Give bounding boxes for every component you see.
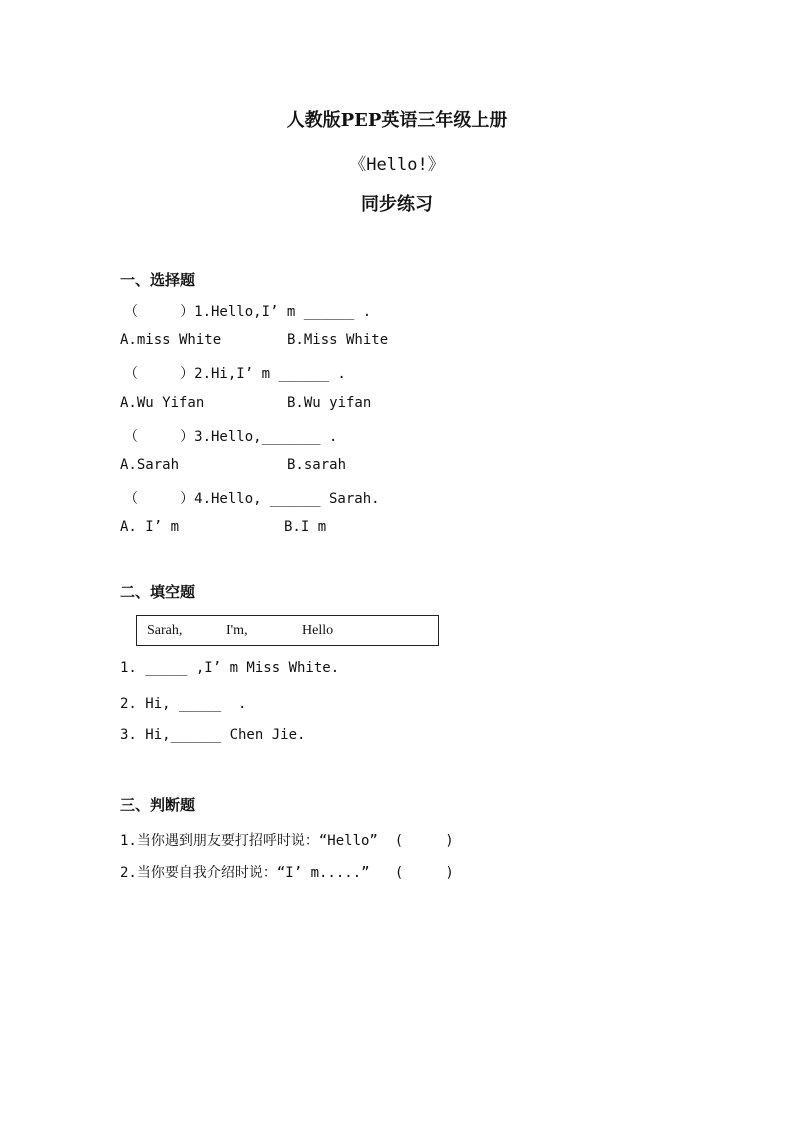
question-1-stem: （ ）1.Hello,I’ m ______ . bbox=[124, 304, 372, 320]
judge-item-1: 1.当你遇到朋友要打招呼时说：“Hello” ( ) bbox=[120, 833, 454, 849]
document-subtitle: 《Hello!》 bbox=[349, 155, 445, 175]
question-3-stem: （ ）3.Hello,_______ . bbox=[124, 429, 338, 445]
question-1-option-b: B.Miss White bbox=[287, 332, 389, 348]
judge-item-2: 2.当你要自我介绍时说：“I’ m.....” ( ) bbox=[120, 865, 454, 881]
question-4-option-b: B.I m bbox=[284, 519, 327, 535]
word-bank-item: I'm, bbox=[226, 623, 248, 638]
question-2-stem: （ ）2.Hi,I’ m ______ . bbox=[124, 366, 346, 382]
question-1-option-a: A.miss White bbox=[120, 332, 222, 348]
question-4-option-a: A. I’ m bbox=[120, 519, 180, 535]
section3-heading: 三、判断题 bbox=[120, 796, 196, 814]
section2-heading: 二、填空题 bbox=[120, 583, 196, 601]
question-3-option-b: B.sarah bbox=[287, 457, 347, 473]
question-3-option-a: A.Sarah bbox=[120, 457, 180, 473]
fill-item-1: 1. _____ ,I’ m Miss White. bbox=[120, 660, 340, 676]
question-2-option-a: A.Wu Yifan bbox=[120, 395, 205, 411]
word-bank-box bbox=[136, 615, 439, 646]
fill-item-3: 3. Hi,______ Chen Jie. bbox=[120, 727, 306, 743]
document-subtitle-2: 同步练习 bbox=[361, 194, 433, 215]
question-4-stem: （ ）4.Hello, ______ Sarah. bbox=[124, 491, 380, 507]
word-bank-item: Hello bbox=[302, 623, 334, 638]
fill-item-2: 2. Hi, _____ . bbox=[120, 696, 247, 712]
section1-heading: 一、选择题 bbox=[120, 271, 196, 289]
question-2-option-b: B.Wu yifan bbox=[287, 395, 372, 411]
word-bank-item: Sarah, bbox=[147, 623, 183, 638]
document-title: 人教版PEP英语三年级上册 bbox=[286, 110, 508, 131]
